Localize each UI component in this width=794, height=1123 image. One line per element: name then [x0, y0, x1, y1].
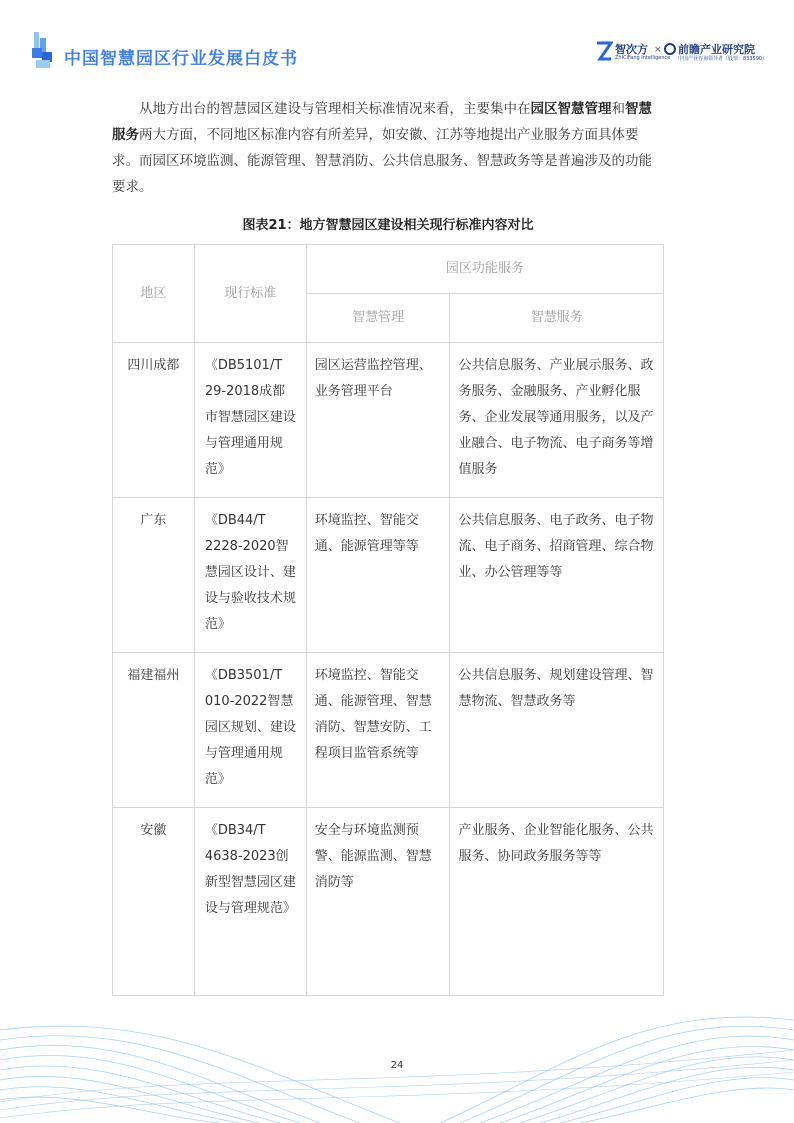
- para-text-2: 和: [611, 101, 625, 117]
- table-row: [113, 343, 664, 498]
- header-function-group: 园区功能服务: [306, 245, 663, 294]
- table-row: [113, 808, 664, 996]
- para-text-3: 两大方面，不同地区标准内容有所差异，如安徽、江苏等地提出产业服务方面具体要求。而园区环境监测、能源管理、智慧消防、公共信息服务、智慧政务等是普遍涉及的功能要求。: [112, 127, 652, 195]
- brand1-sub: ZhiCiFang Intelligence: [615, 55, 671, 61]
- intro-paragraph: [112, 96, 664, 200]
- brand-separator: ×: [654, 45, 662, 55]
- cell-service: 产业服务、企业智能化服务、公共服务、协同政务服务等等: [450, 808, 664, 996]
- para-bold-2: 智慧服务: [112, 101, 652, 143]
- cell-service: 公共信息服务、产业展示服务、政务服务、金融服务、产业孵化服务、企业发展等通用服务，以及产业融合、电子物流、电子商务等增值服务: [450, 343, 664, 498]
- header-management: 智慧管理: [306, 294, 450, 343]
- cell-standard: 《DB3501/T 010-2022智慧园区规划、建设与管理通用规范》: [194, 653, 306, 808]
- qianzhan-logo-icon: [664, 42, 676, 56]
- decorative-wave-mesh: [0, 990, 794, 1123]
- cell-management: 安全与环境监测预警、能源监测、智慧消防等: [306, 808, 450, 996]
- header-service: 智慧服务: [450, 294, 664, 343]
- brand2-name: 前瞻产业研究院: [678, 43, 755, 56]
- cell-service: 公共信息服务、规划建设管理、智慧物流、智慧政务等: [450, 653, 664, 808]
- brand1-name: 智次方: [615, 43, 648, 56]
- para-text-1: 从地方出台的智慧园区建设与管理相关标准情况来看，主要集中在: [139, 101, 531, 117]
- cell-standard: 《DB5101/T 29-2018成都市智慧园区建设与管理通用规范》: [194, 343, 306, 498]
- cell-standard: 《DB44/T 2228-2020智慧园区设计、建设与验收技术规范》: [194, 498, 306, 653]
- cell-region: 福建福州: [113, 653, 195, 808]
- cell-management: 园区运营监控管理、业务管理平台: [306, 343, 450, 498]
- cell-standard: 《DB34/T 4638-2023创新型智慧园区建设与管理规范》: [194, 808, 306, 996]
- cell-management: 环境监控、智能交通、能源管理等等: [306, 498, 450, 653]
- table-row: [113, 498, 664, 653]
- cell-region: 广东: [113, 498, 195, 653]
- table-row: [113, 653, 664, 808]
- header-standard: 现行标准: [194, 245, 306, 343]
- brand2-sub: 中国产业咨询领导者（股票：833590）: [678, 56, 768, 62]
- cell-region: 四川成都: [113, 343, 195, 498]
- cell-management: 环境监控、智能交通、能源管理、智慧消防、智慧安防、工程项目监管系统等: [306, 653, 450, 808]
- cell-region: 安徽: [113, 808, 195, 996]
- document-title: 中国智慧园区行业发展白皮书: [64, 49, 298, 69]
- zhicifang-logo-icon: [595, 41, 613, 61]
- table-caption: 图表21：地方智慧园区建设相关现行标准内容对比: [242, 218, 534, 233]
- header-region: 地区: [113, 245, 195, 343]
- para-bold-1: 园区智慧管理: [530, 101, 612, 117]
- standards-table: [112, 244, 664, 996]
- page-header: [0, 0, 794, 80]
- cube-logo-icon: [30, 32, 56, 70]
- cell-service: 公共信息服务、电子政务、电子物流、电子商务、招商管理、综合物业、办公管理等等: [450, 498, 664, 653]
- page-number: 24: [390, 1060, 404, 1071]
